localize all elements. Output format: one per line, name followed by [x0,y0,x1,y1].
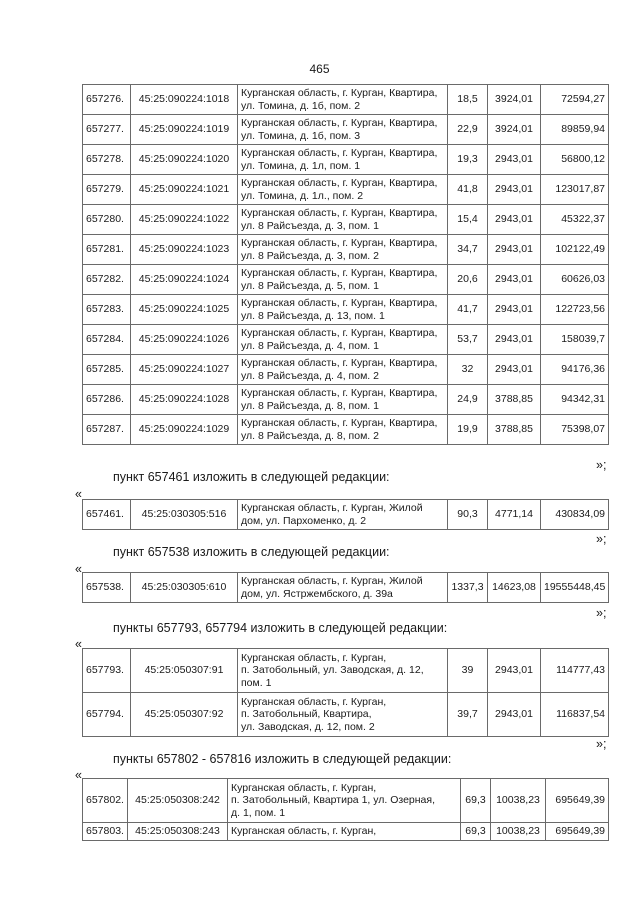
row-number: 657281. [83,235,131,265]
address [238,85,448,115]
address [238,235,448,265]
address-line: Курганская область, г. Курган, Жилой [241,575,423,587]
row-number: 657461. [83,500,131,530]
unit-value: 4771,14 [488,500,541,530]
unit-value: 10038,23 [491,823,546,841]
address [238,693,448,737]
address [238,355,448,385]
table-row [83,355,609,385]
address [238,500,448,530]
address-line: Курганская область, г. Курган, [231,825,377,838]
area: 32 [448,355,488,385]
area: 22,9 [448,115,488,145]
address-line: ул. 8 Райсъезда, д. 4, пом. 1 [241,339,379,352]
table-row [83,649,609,693]
opening-quote: « [75,562,82,576]
unit-value: 2943,01 [488,175,541,205]
row-number: 657803. [83,823,128,841]
area: 18,5 [448,85,488,115]
area: 20,6 [448,265,488,295]
cadastral-number: 45:25:090224:1023 [131,235,238,265]
total-value: 102122,49 [541,235,609,265]
row-number: 657286. [83,385,131,415]
address [238,415,448,445]
area: 39,7 [448,693,488,737]
cadastral-number: 45:25:090224:1026 [131,325,238,355]
cadastral-number: 45:25:090224:1029 [131,415,238,445]
address-line: Курганская область, г. Курган, Квартира, [241,147,438,159]
address-line: Курганская область, г. Курган, Квартира, [241,327,438,339]
row-number: 657276. [83,85,131,115]
unit-value: 10038,23 [491,779,546,823]
row-number: 657287. [83,415,131,445]
area: 90,3 [448,500,488,530]
total-value: 45322,37 [541,205,609,235]
row-number: 657284. [83,325,131,355]
address [228,779,461,823]
cadastral-number: 45:25:090224:1021 [131,175,238,205]
table-row [83,175,609,205]
address-line: Курганская область, г. Курган, Квартира, [241,297,438,309]
area: 34,7 [448,235,488,265]
row-number: 657282. [83,265,131,295]
section-heading-657793: пункты 657793, 657794 изложить в следующей редакции: [113,621,448,635]
address [238,573,448,603]
address-line: Курганская область, г. Курган, [241,651,387,664]
address-line: п. Затобольный, ул. Заводская, д. 12, [241,664,424,677]
row-number: 657793. [83,649,131,693]
total-value: 89859,94 [541,115,609,145]
unit-value: 2943,01 [488,265,541,295]
opening-quote: « [75,637,82,651]
table-row [83,235,609,265]
address-line: ул. 8 Райсъезда, д. 5, пом. 1 [241,279,379,292]
table-row [83,115,609,145]
address-line: ул. 8 Райсъезда, д. 3, пом. 2 [241,249,379,262]
area: 19,9 [448,415,488,445]
address-line: ул. 8 Райсъезда, д. 3, пом. 1 [241,219,379,232]
address-line: дом, ул. Ястржембского, д. 39а [241,587,393,600]
closing-quote: »; [596,458,607,472]
area: 41,8 [448,175,488,205]
table-row [83,205,609,235]
address-line: ул. Заводская, д. 12, пом. 2 [241,720,375,733]
property-table-657793 [82,648,609,737]
row-number: 657278. [83,145,131,175]
unit-value: 2943,01 [488,355,541,385]
address [238,295,448,325]
address-line: пом. 1 [241,676,272,689]
total-value: 94342,31 [541,385,609,415]
area: 24,9 [448,385,488,415]
total-value: 72594,27 [541,85,609,115]
table-row [83,823,609,841]
address-line: ул. 8 Райсъезда, д. 8, пом. 2 [241,429,379,442]
cadastral-number: 45:25:050308:242 [128,779,228,823]
cadastral-number: 45:25:090224:1025 [131,295,238,325]
address-line: Курганская область, г. Курган, Квартира, [241,387,438,399]
address-line: Курганская область, г. Курган, Квартира, [241,417,438,429]
address-line: п. Затобольный, Квартира 1, ул. Озерная, [231,794,436,807]
address-line: п. Затобольный, Квартира, [241,708,372,721]
address-line: ул. 8 Райсъезда, д. 13, пом. 1 [241,309,385,322]
row-number: 657285. [83,355,131,385]
table-row [83,779,609,823]
address-line: Курганская область, г. Курган, [241,695,387,708]
unit-value: 3788,85 [488,385,541,415]
unit-value: 2943,01 [488,205,541,235]
cadastral-number: 45:25:030305:516 [131,500,238,530]
address-line: Курганская область, г. Курган, Квартира, [241,117,438,129]
area: 1337,3 [448,573,488,603]
address [238,175,448,205]
address-line: ул. Томина, д. 1б, пом. 3 [241,129,361,142]
unit-value: 3788,85 [488,415,541,445]
unit-value: 2943,01 [488,649,541,693]
address [238,649,448,693]
address-line: Курганская область, г. Курган, Квартира, [241,87,438,99]
unit-value: 2943,01 [488,145,541,175]
section-heading-657538: пункт 657538 изложить в следующей редакции: [113,545,390,559]
cadastral-number: 45:25:050307:92 [131,693,238,737]
table-row [83,265,609,295]
address [228,823,461,841]
total-value: 695649,39 [546,779,609,823]
row-number: 657280. [83,205,131,235]
unit-value: 3924,01 [488,115,541,145]
cadastral-number: 45:25:090224:1020 [131,145,238,175]
total-value: 114777,43 [541,649,609,693]
row-number: 657277. [83,115,131,145]
closing-quote: »; [596,737,607,751]
address-line: Курганская область, г. Курган, [231,781,377,794]
address [238,385,448,415]
row-number: 657802. [83,779,128,823]
total-value: 158039,7 [541,325,609,355]
area: 53,7 [448,325,488,355]
table-row [83,415,609,445]
total-value: 695649,39 [546,823,609,841]
table-row [83,85,609,115]
unit-value: 2943,01 [488,693,541,737]
area: 19,3 [448,145,488,175]
cadastral-number: 45:25:090224:1022 [131,205,238,235]
total-value: 116837,54 [541,693,609,737]
section-heading-657802: пункты 657802 - 657816 изложить в следующей редакции: [113,752,452,766]
address-line: д. 1, пом. 1 [231,806,286,819]
area: 41,7 [448,295,488,325]
property-table-657802 [82,778,609,841]
unit-value: 2943,01 [488,295,541,325]
address-line: ул. Томина, д. 1л., пом. 2 [241,189,364,202]
cadastral-number: 45:25:090224:1018 [131,85,238,115]
total-value: 122723,56 [541,295,609,325]
address-line: ул. Томина, д. 1л, пом. 1 [241,159,361,172]
total-value: 75398,07 [541,415,609,445]
row-number: 657794. [83,693,131,737]
cadastral-number: 45:25:090224:1019 [131,115,238,145]
unit-value: 14623,08 [488,573,541,603]
address [238,115,448,145]
total-value: 19555448,45 [541,573,609,603]
cadastral-number: 45:25:090224:1028 [131,385,238,415]
unit-value: 2943,01 [488,325,541,355]
table-row [83,295,609,325]
total-value: 94176,36 [541,355,609,385]
closing-quote: »; [596,606,607,620]
address-line: Курганская область, г. Курган, Квартира, [241,207,438,219]
area: 69,3 [461,823,491,841]
closing-quote: »; [596,532,607,546]
property-table-657461 [82,499,609,530]
total-value: 430834,09 [541,500,609,530]
unit-value: 3924,01 [488,85,541,115]
row-number: 657283. [83,295,131,325]
row-number: 657538. [83,573,131,603]
cadastral-number: 45:25:030305:610 [131,573,238,603]
table-row [83,325,609,355]
area: 39 [448,649,488,693]
address-line: Курганская область, г. Курган, Квартира, [241,357,438,369]
table-row [83,385,609,415]
page-number: 465 [309,62,330,76]
cadastral-number: 45:25:090224:1024 [131,265,238,295]
address-line: Курганская область, г. Курган, Квартира, [241,267,438,279]
total-value: 123017,87 [541,175,609,205]
opening-quote: « [75,487,82,501]
property-table-main [82,84,609,445]
table-row [83,145,609,175]
section-heading-657461: пункт 657461 изложить в следующей редакции: [113,470,390,484]
opening-quote: « [75,768,82,782]
total-value: 60626,03 [541,265,609,295]
cadastral-number: 45:25:050308:243 [128,823,228,841]
row-number: 657279. [83,175,131,205]
address [238,325,448,355]
address [238,205,448,235]
address-line: ул. 8 Райсъезда, д. 4, пом. 2 [241,369,379,382]
address-line: Курганская область, г. Курган, Квартира, [241,177,438,189]
unit-value: 2943,01 [488,235,541,265]
table-row [83,573,609,603]
area: 69,3 [461,779,491,823]
property-table-657538 [82,572,609,603]
address [238,265,448,295]
total-value: 56800,12 [541,145,609,175]
address-line: дом, ул. Пархоменко, д. 2 [241,514,367,527]
table-row [83,500,609,530]
address-line: ул. 8 Райсъезда, д. 8, пом. 1 [241,399,379,412]
area: 15,4 [448,205,488,235]
cadastral-number: 45:25:050307:91 [131,649,238,693]
address-line: Курганская область, г. Курган, Квартира, [241,237,438,249]
address-line: Курганская область, г. Курган, Жилой [241,502,423,514]
cadastral-number: 45:25:090224:1027 [131,355,238,385]
address-line: ул. Томина, д. 1б, пом. 2 [241,99,361,112]
table-row [83,693,609,737]
address [238,145,448,175]
